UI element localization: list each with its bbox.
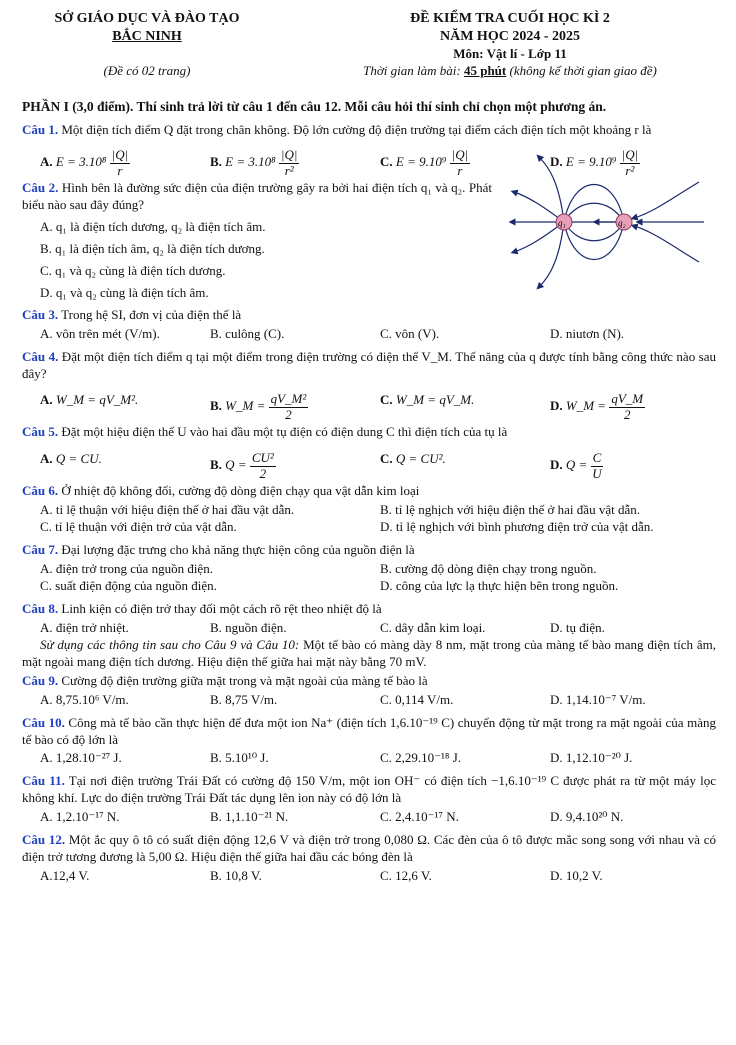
q1-b-num: |Q| (280, 147, 298, 163)
q7-option-c[interactable]: C. suất điện động của nguồn điện. (40, 578, 217, 594)
q5-d-frac (591, 451, 604, 481)
q9-text: Cường độ điện trường giữa mặt trong và mặt ngoài của màng tế bào là (58, 672, 428, 688)
q5-b-letter: B. (210, 457, 222, 473)
q7-options-row1 (22, 561, 716, 578)
time-prefix: Thời gian làm bài: (363, 63, 464, 79)
question-11 (22, 773, 716, 807)
section-title: PHẦN I (3,0 điểm). Thí sinh trả lời từ câu 1 đến câu 12. Mỗi câu hỏi thí sinh chỉ chọn một phương án. (22, 99, 607, 114)
subject: Môn: Vật lí - Lớp 11 (453, 46, 567, 62)
q1-c-den: r (457, 162, 463, 178)
q6-option-a[interactable]: A. tỉ lệ thuận với hiệu điện thế ở hai đầu vật dẫn. (40, 502, 295, 518)
q7-text: Đại lượng đặc trưng cho khả năng thực hiện công của nguồn điện là (58, 542, 415, 558)
q5-b-num: CU² (251, 450, 274, 466)
q5-b-frac (250, 451, 276, 481)
q11-option-d[interactable]: D. 9,4.10²⁰ N. (550, 809, 624, 825)
field-line (564, 203, 624, 222)
q4-c-formula: W_M = qV_M. (395, 392, 475, 408)
q7-options-row2 (22, 578, 716, 595)
q10-option-b[interactable]: B. 5.10¹⁰ J. (210, 750, 269, 766)
question-10 (22, 715, 716, 749)
q11-text: Tại nơi điện trường Trái Đất có cường độ 150 V/m, một ion OH⁻ có điện tích −1,6.10⁻¹⁹ C được phát ra từ một máy lọc không khí. Lực do điện trường Trái Đất tác dụng lên ion này có độ lớn là (22, 773, 716, 806)
q12-label: Câu 12. (22, 832, 66, 848)
q4-a-letter: A. (40, 392, 53, 408)
q1-a-den: r (117, 162, 123, 178)
q5-d-den: U (592, 465, 602, 481)
q12-options (22, 868, 716, 885)
q1-option-b[interactable] (210, 148, 299, 178)
q7-option-d[interactable]: D. công của lực lạ thực hiện bên trong nguồn. (380, 578, 619, 594)
q5-b-formula: Q = (225, 457, 247, 473)
q12-option-b[interactable]: B. 10,8 V. (210, 868, 262, 884)
q4-option-b[interactable] (210, 392, 308, 422)
q9-options (22, 692, 716, 709)
q4-b-letter: B. (210, 398, 222, 414)
q4-options (22, 384, 716, 422)
q6-option-c[interactable]: C. tỉ lệ thuận với điện trở của vật dẫn. (40, 519, 237, 535)
q4-b-formula: W_M = (225, 398, 266, 414)
q5-a-formula: Q = CU. (55, 451, 102, 467)
q12-option-d[interactable]: D. 10,2 V. (550, 868, 603, 884)
q8-option-b[interactable]: B. nguồn điện. (210, 620, 287, 636)
q1-d-den: r² (625, 162, 635, 178)
q8-label: Câu 8. (22, 601, 59, 617)
q5-c-letter: C. (380, 451, 393, 467)
q1-c-num: |Q| (451, 147, 469, 163)
q4-label: Câu 4. (22, 348, 59, 364)
q6-options-row1 (22, 502, 716, 519)
q12-option-c[interactable]: C. 12,6 V. (380, 868, 432, 884)
q3-options (22, 326, 716, 343)
q2-label: Câu 2. (22, 180, 59, 196)
q5-text: Đặt một hiệu điện thế U vào hai đầu một tụ điện có điện dung C thì điện tích của tụ là (58, 424, 508, 440)
q11-option-a[interactable]: A. 1,2.10⁻¹⁷ N. (40, 809, 120, 825)
time-note (300, 63, 720, 80)
q10-options (22, 750, 716, 767)
q6-option-d[interactable]: D. tỉ lệ nghịch với bình phương điện trở của vật dẫn. (380, 519, 654, 535)
q1-b-den: r² (284, 162, 294, 178)
context-9-10 (22, 637, 716, 671)
question-7 (22, 542, 716, 559)
q1-option-a[interactable] (40, 148, 130, 178)
q5-option-d[interactable] (550, 451, 603, 481)
q4-option-d[interactable] (550, 392, 645, 422)
q10-label: Câu 10. (22, 714, 65, 730)
question-1 (22, 122, 716, 139)
q10-option-a[interactable]: A. 1,28.10⁻²⁷ J. (40, 750, 122, 766)
question-8 (22, 601, 716, 618)
q1-text: Một điện tích điểm Q đặt trong chân không. Độ lớn cường độ điện trường tại điểm cách điện tích một khoảng r là (58, 121, 652, 137)
q1-d-formula: E = 9.10⁹ (565, 154, 617, 170)
q1-b-formula: E = 3.10⁸ (225, 154, 276, 170)
field-line (514, 222, 564, 252)
q2-charge-label: q₂ (618, 218, 626, 228)
q3-option-d[interactable]: D. niutơn (N). (550, 325, 625, 341)
q8-option-c[interactable]: C. dây dẫn kim loại. (380, 620, 486, 636)
q2-option-b[interactable]: B. q₁ là điện tích âm, q₂ là điện tích dương. (40, 241, 265, 257)
q4-d-letter: D. (550, 398, 563, 414)
question-4 (22, 349, 716, 383)
q5-c-formula: Q = CU². (395, 451, 446, 467)
q5-a-letter: A. (40, 451, 53, 467)
header-right (300, 10, 720, 80)
q10-option-c[interactable]: C. 2,29.10⁻¹⁸ J. (380, 750, 462, 766)
question-2 (22, 180, 492, 214)
time-suffix: (không kể thời gian giao đề) (506, 63, 657, 79)
q1-a-formula: E = 3.10⁸ (55, 154, 107, 170)
q6-options-row2 (22, 519, 716, 536)
q5-option-a[interactable] (40, 451, 102, 468)
q4-b-num: qV_M² (270, 391, 307, 407)
q1-a-frac (110, 148, 131, 178)
q9-label: Câu 9. (22, 672, 59, 688)
q8-options (22, 620, 716, 637)
q9-option-a[interactable]: A. 8,75.10⁶ V/m. (40, 691, 129, 707)
context-text: Một tế bào có màng dày 8 nm, mặt trong của màng tế bào mang điện tích âm, mặt ngoài mang điện tích dương. Hiệu điện thế giữa hai mặt này bằng 70 mV. (22, 637, 716, 669)
field-line (564, 222, 624, 241)
q12-option-a[interactable]: A.12,4 V. (40, 868, 90, 884)
field-lines (512, 157, 704, 287)
q2-text: Hình bên là đường sức điện của điện trường gây ra bởi hai điện tích q₁ và q₂. Phát biểu nào sau đây đúng? (22, 180, 492, 213)
q1-d-letter: D. (550, 154, 563, 170)
q7-option-a[interactable]: A. điện trở trong của nguồn điện. (40, 561, 213, 577)
q2-option-d[interactable]: D. q₁ và q₂ cùng là điện tích âm. (40, 284, 209, 300)
q1-a-letter: A. (40, 154, 53, 170)
q9-option-b[interactable]: B. 8,75 V/m. (210, 691, 278, 707)
q4-b-frac (269, 392, 309, 422)
q4-text: Đặt một điện tích điểm q tại một điểm trong điện trường có điện thế V_M. Thế năng của q được tính bằng công thức nào sau đây? (22, 348, 716, 381)
field-line (514, 192, 564, 222)
question-6 (22, 483, 716, 500)
q8-option-d[interactable]: D. tụ điện. (550, 620, 605, 636)
q4-d-den: 2 (623, 406, 631, 422)
q6-text: Ở nhiệt độ không đổi, cường độ dòng điện chạy qua vật dẫn kim loại (58, 483, 420, 499)
q6-option-b[interactable]: B. tỉ lệ nghịch với hiệu điện thế ở hai đầu vật dẫn. (380, 502, 640, 518)
question-5 (22, 424, 716, 441)
q9-option-d[interactable]: D. 1,14.10⁻⁷ V/m. (550, 691, 646, 707)
q4-c-letter: C. (380, 392, 393, 408)
q7-option-b[interactable]: B. cường độ dòng điện chạy trong nguồn. (380, 561, 597, 577)
q11-options (22, 809, 716, 826)
q1-c-formula: E = 9.10⁹ (395, 154, 447, 170)
q5-label: Câu 5. (22, 424, 59, 440)
q1-a-num: |Q| (111, 147, 129, 163)
q5-d-num: C (592, 450, 602, 466)
school-year: NĂM HỌC 2024 - 2025 (440, 29, 580, 45)
q5-option-c[interactable] (380, 451, 446, 468)
q4-option-c[interactable] (380, 392, 474, 409)
q10-option-d[interactable]: D. 1,12.10⁻²⁰ J. (550, 750, 633, 766)
q2-option-a[interactable]: A. q₁ là điện tích dương, q₂ là điện tích âm. (40, 219, 266, 235)
q4-d-num: qV_M (611, 391, 644, 407)
q3-option-c[interactable]: C. vôn (V). (380, 325, 440, 341)
q1-d-num: |Q| (621, 147, 639, 163)
pages-note: (Đề có 02 trang) (103, 63, 191, 79)
header-left (22, 10, 272, 80)
q3-label: Câu 3. (22, 306, 59, 322)
q11-label: Câu 11. (22, 773, 65, 789)
q5-option-b[interactable] (210, 451, 276, 481)
q1-option-c[interactable] (380, 148, 470, 178)
q3-option-b[interactable]: B. culông (C). (210, 325, 285, 341)
exam-title: ĐỀ KIỂM TRA CUỐI HỌC KÌ 2 (410, 11, 610, 26)
field-lines-figure (504, 152, 714, 292)
q1-charge-label: q₁ (558, 218, 566, 228)
org-line1: SỞ GIÁO DỤC VÀ ĐÀO TẠO (54, 11, 240, 26)
q8-option-a[interactable]: A. điện trở nhiệt. (40, 620, 129, 636)
q1-b-frac (279, 148, 300, 178)
q4-b-den: 2 (285, 406, 292, 422)
time-value: 45 phút (463, 63, 507, 79)
question-12 (22, 832, 716, 866)
q5-options (22, 443, 716, 481)
context-lead: Sử dụng các thông tin sau cho Câu 9 và Câu 10: (40, 637, 300, 653)
q6-label: Câu 6. (22, 483, 59, 499)
q1-b-letter: B. (210, 154, 222, 170)
q4-a-formula: W_M = qV_M². (55, 392, 139, 408)
field-line (634, 182, 699, 218)
q5-d-formula: Q = (565, 457, 588, 473)
q7-label: Câu 7. (22, 542, 59, 558)
q12-text: Một ắc quy ô tô có suất điện động 12,6 V và điện trở trong 0,080 Ω. Các đèn của ô tô được mắc song song với nhau và có điện trở tương đương là 5,00 Ω. Hiệu điện thế giữa hai đầu các bóng đèn là (22, 832, 717, 865)
q10-text: Công mà tế bào cần thực hiện để đưa một ion Na⁺ (điện tích 1,6.10⁻¹⁹ C) chuyển động từ mặt trong ra mặt ngoài của màng tế bào có độ lớn là (22, 714, 716, 747)
q11-option-c[interactable]: C. 2,4.10⁻¹⁷ N. (380, 809, 459, 825)
q3-text: Trong hệ SI, đơn vị của điện thế là (58, 306, 242, 322)
q8-text: Linh kiện có điện trở thay đổi một cách rõ rệt theo nhiệt độ là (58, 601, 382, 617)
q11-option-b[interactable]: B. 1,1.10⁻²¹ N. (210, 809, 289, 825)
q9-option-c[interactable]: C. 0,114 V/m. (380, 691, 454, 707)
field-line (634, 226, 699, 262)
q1-c-frac (450, 148, 471, 178)
org-line2: BẮC NINH (112, 29, 182, 45)
q4-option-a[interactable] (40, 392, 138, 409)
q1-c-letter: C. (380, 154, 393, 170)
q5-d-letter: D. (550, 457, 563, 473)
q4-d-formula: W_M = (565, 398, 607, 414)
question-3 (22, 307, 716, 324)
question-9 (22, 673, 716, 690)
q1-label: Câu 1. (22, 121, 59, 137)
q2-option-c[interactable]: C. q₁ và q₂ cùng là điện tích dương. (40, 263, 226, 278)
q4-d-frac (609, 392, 645, 422)
q5-b-den: 2 (259, 465, 267, 481)
q3-option-a[interactable]: A. vôn trên mét (V/m). (40, 325, 160, 341)
